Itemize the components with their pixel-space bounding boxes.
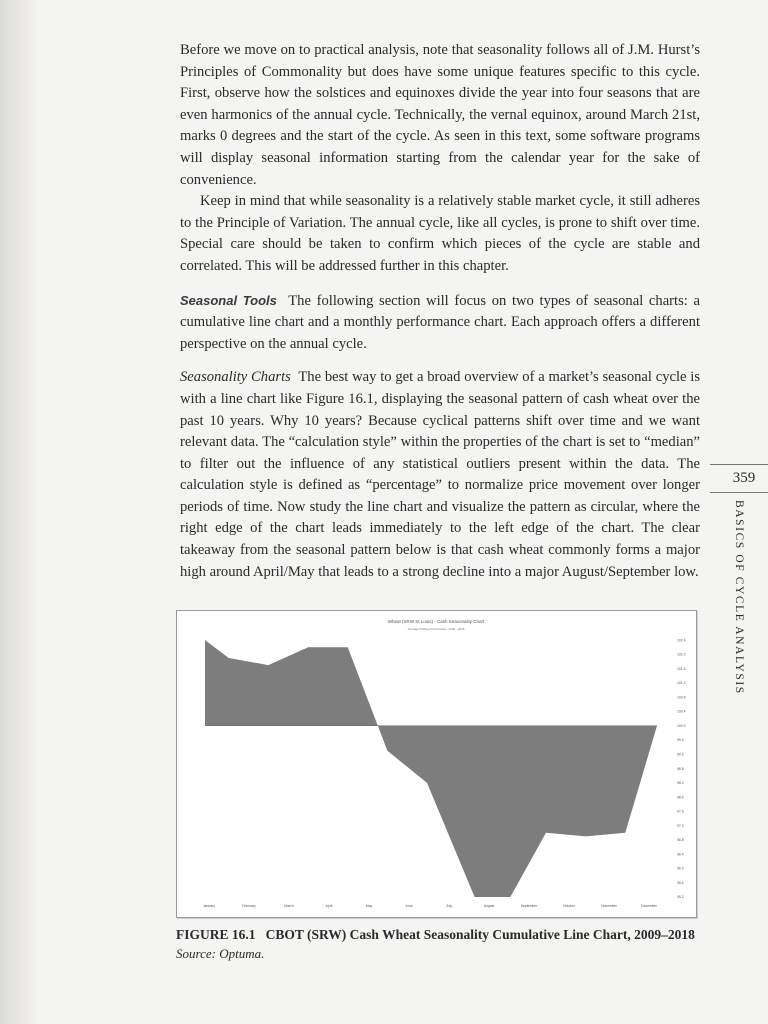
x-tick-label: August — [483, 904, 495, 908]
y-tick-label: 96.8 — [677, 838, 684, 843]
x-tick-label: July — [445, 904, 453, 908]
y-tick-label: 95.2 — [677, 895, 684, 900]
y-tick-label: 99.2 — [677, 752, 684, 757]
x-tick-label: November — [601, 904, 617, 908]
x-tick-label: March — [284, 904, 294, 908]
figure-16-1-chart — [176, 610, 697, 918]
y-tick-label: 98.0 — [677, 795, 684, 800]
x-tick-label: October — [562, 904, 576, 908]
chart-title: Wheat (SRW St Louis) - Cash Seasonality Chart — [387, 619, 485, 624]
x-axis — [203, 904, 658, 908]
y-tick-label: 96.0 — [677, 866, 684, 871]
plot-area — [205, 640, 657, 897]
area-positive — [205, 640, 657, 726]
x-tick-label: January — [202, 904, 216, 908]
body-text — [180, 40, 700, 583]
chart-subtitle: Average Rolling Performance, 2009 - 2018 — [407, 627, 465, 631]
seasonality-charts-text: The best way to get a broad overview of a market’s seasonal cycle is with a line chart like Figure 16.1, displaying the seasonal pattern of cash wheat over the past 10 years. Why 10 years? Because cyclical patterns shift over time and we want relevant data. The “calculation style” within the properties of the chart is set to “median” to filter out the influence of any statistical outliers present within the data. The calculation style is defined as “percentage” to normalize price movement over longer periods of time. Now study the line chart and visualize the pattern as circular, where the right edge of the chart leads immediately to the left edge of the chart. The clear takeaway from the seasonal pattern below is that cash wheat commonly forms a major high around April/May that leads to a strong decline into a major August/September low. — [180, 369, 701, 580]
source-value: Optuma. — [219, 946, 265, 961]
page-gutter-shadow — [0, 0, 38, 1024]
y-tick-label: 102.0 — [677, 652, 686, 657]
y-tick-label: 99.6 — [677, 738, 684, 743]
y-tick-label: 98.8 — [677, 766, 684, 771]
page-number-rule-top — [710, 464, 768, 465]
y-tick-label: 97.6 — [677, 809, 684, 814]
area-negative — [378, 726, 657, 897]
y-tick-label: 96.4 — [677, 852, 684, 857]
x-tick-label: September — [520, 904, 538, 908]
paragraph-seasonality-charts — [180, 367, 700, 583]
figure-source — [176, 944, 696, 963]
x-tick-label: February — [242, 904, 256, 908]
x-tick-label: April — [325, 904, 333, 908]
page-number-rule-bottom — [710, 492, 768, 493]
x-tick-label: June — [405, 904, 413, 908]
figure-label: FIGURE 16.1 — [176, 927, 256, 942]
x-tick-label: May — [365, 904, 373, 908]
page-number: 359 — [732, 470, 756, 486]
x-tick-label: December — [641, 904, 657, 908]
y-tick-label: 100.4 — [677, 709, 686, 714]
running-section-title: BASICS OF CYCLE ANALYSIS — [733, 500, 745, 695]
y-tick-label: 101.2 — [677, 681, 686, 686]
y-tick-label: 95.6 — [677, 880, 684, 885]
y-tick-label: 100.8 — [677, 695, 686, 700]
y-tick-label: 102.4 — [677, 638, 686, 643]
y-axis — [677, 638, 686, 899]
source-label: Source: — [176, 946, 216, 961]
section-heading-seasonal-tools: Seasonal Tools — [180, 292, 277, 308]
figure-title: CBOT (SRW) Cash Wheat Seasonality Cumulative Line Chart, 2009–2018 — [265, 927, 695, 942]
caption-line — [176, 925, 696, 944]
seasonal-tools-text: The following section will focus on two types of seasonal charts: a cumulative line chart and a monthly performance chart. Each approach offers a different perspective on the annual cycle. — [180, 292, 700, 352]
y-tick-label: 97.2 — [677, 823, 684, 828]
paragraph-2: Keep in mind that while seasonality is a relatively stable market cycle, it still adheres to the Principle of Variation. The annual cycle, like all cycles, is prone to shift over time. Special care should be taken to confirm which pieces of the cycle are stable and correlated. This will be addressed further in this chapter. — [180, 193, 700, 274]
y-tick-label: 101.6 — [677, 666, 686, 671]
y-tick-label: 100.0 — [677, 723, 686, 728]
section-heading-seasonality-charts: Seasonality Charts — [180, 369, 291, 386]
paragraph-seasonal-tools — [180, 290, 700, 356]
paragraph-1: Before we move on to practical analysis, note that seasonality follows all of J.M. Hurst’s Principles of Commonality but does have some unique features specific to this cycle. First, observe how the solstices and equinoxes divide the year into four seasons that are even harmonics of the annual cycle. Technically, the vernal equinox, around March 21st, marks 0 degrees and the start of the cycle. As seen in this text, some software programs will display seasonal information starting from the calendar year for the sake of convenience. — [180, 42, 700, 188]
seasonality-chart-svg — [177, 611, 696, 917]
y-tick-label: 98.4 — [677, 781, 684, 786]
figure-caption — [176, 925, 696, 963]
